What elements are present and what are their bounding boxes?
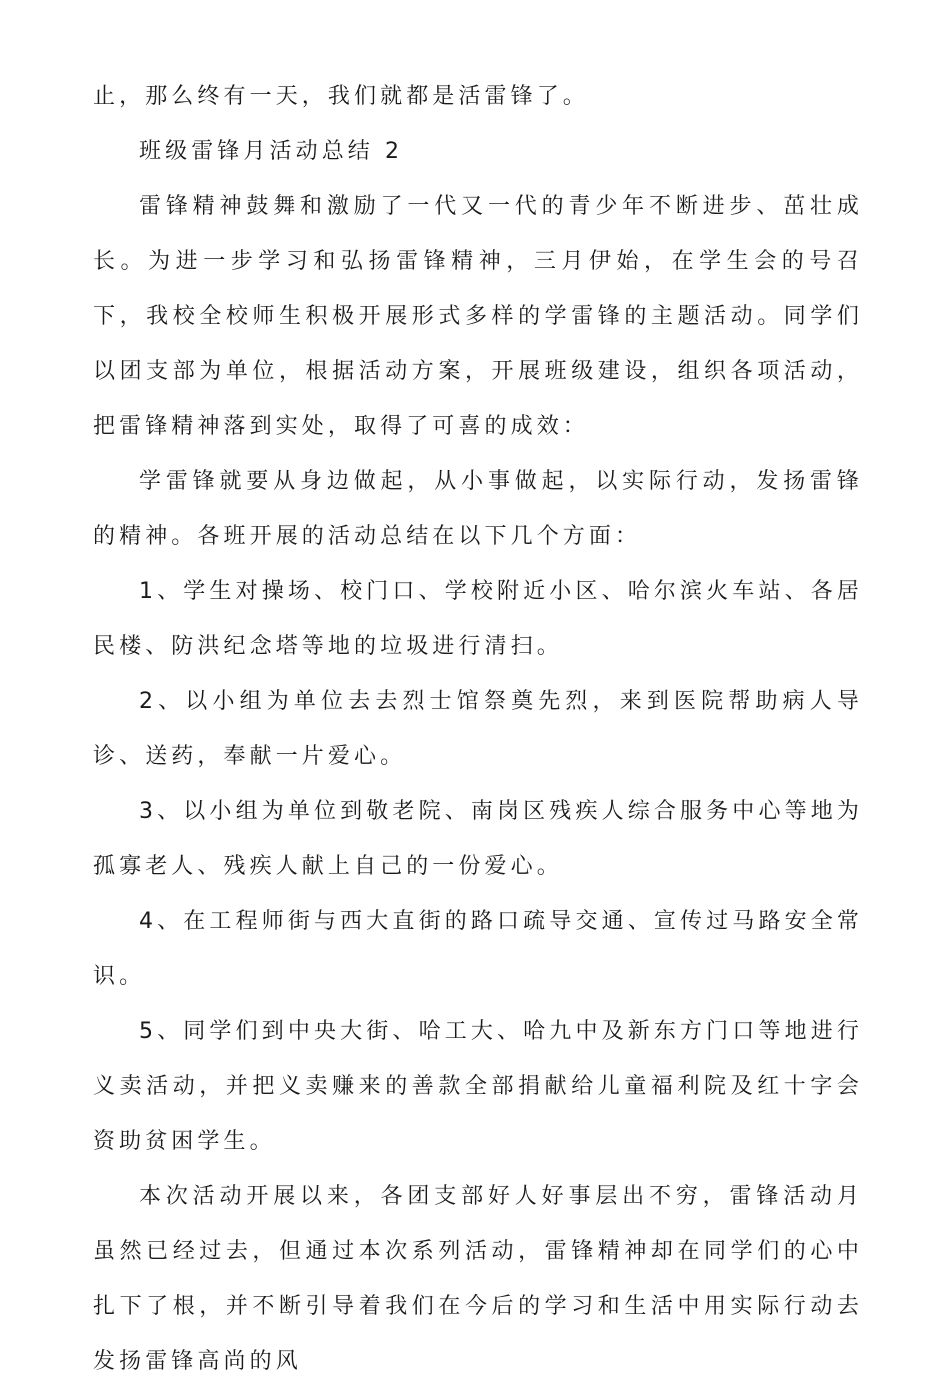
list-item-2: 2、以小组为单位去去烈士馆祭奠先烈，来到医院帮助病人导诊、送药，奉献一片爱心。 [93, 689, 863, 769]
list-item-5: 5、同学们到中央大街、哈工大、哈九中及新东方门口等地进行义卖活动，并把义卖赚来的善款全部捐献给儿童福利院及红十字会资助贫困学生。 [93, 1019, 863, 1154]
list-item-3: 3、以小组为单位到敬老院、南岗区残疾人综合服务中心等地为孤寡老人、残疾人献上自己的一份爱心。 [93, 799, 863, 879]
list-item-4: 4、在工程师街与西大直街的路口疏导交通、宣传过马路安全常识。 [93, 909, 863, 989]
document-page [93, 69, 863, 1389]
paragraph-continuation: 止，那么终有一天，我们就都是活雷锋了。 [93, 84, 589, 109]
section-heading: 班级雷锋月活动总结 2 [139, 139, 404, 164]
paragraph-intro: 雷锋精神鼓舞和激励了一代又一代的青少年不断进步、茁壮成长。为进一步学习和弘扬雷锋精神，三月伊始，在学生会的号召下，我校全校师生积极开展形式多样的学雷锋的主题活动。同学们以团支部为单位，根据活动方案，开展班级建设，组织各项活动，把雷锋精神落到实处，取得了可喜的成效： [93, 194, 863, 439]
paragraph-conclusion: 本次活动开展以来，各团支部好人好事层出不穷，雷锋活动月虽然已经过去，但通过本次系列活动，雷锋精神却在同学们的心中扎下了根，并不断引导着我们在今后的学习和生活中用实际行动去发扬雷锋高尚的风 [93, 1184, 863, 1374]
list-item-1: 1、学生对操场、校门口、学校附近小区、哈尔滨火车站、各居民楼、防洪纪念塔等地的垃圾进行清扫。 [93, 579, 863, 659]
paragraph-summary-lead: 学雷锋就要从身边做起，从小事做起，以实际行动，发扬雷锋的精神。各班开展的活动总结在以下几个方面： [93, 469, 863, 549]
